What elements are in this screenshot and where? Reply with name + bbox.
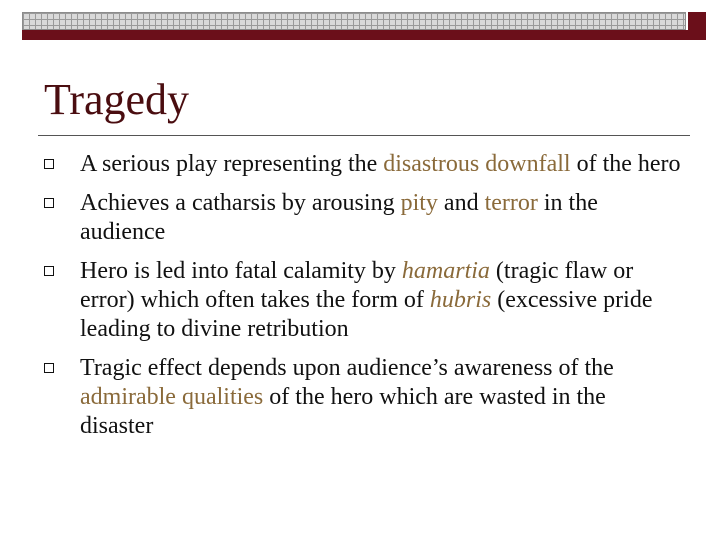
header-decoration bbox=[22, 12, 706, 40]
square-bullet-icon bbox=[44, 159, 54, 169]
bullet-text: Achieves a catharsis by arousing bbox=[80, 190, 401, 216]
header-accent-bar bbox=[22, 30, 706, 40]
slide-title: Tragedy bbox=[44, 75, 190, 124]
bullet-emphasis: hubris bbox=[429, 287, 492, 313]
bullet-text: A serious play representing the bbox=[80, 151, 384, 177]
bullet-emphasis: admirable qualities bbox=[80, 384, 264, 410]
bullet-text: (excessive pride leading to divine retribution bbox=[80, 287, 653, 342]
bullet-text: and bbox=[437, 190, 485, 216]
bullet-item bbox=[44, 189, 684, 247]
bullet-list bbox=[44, 150, 684, 451]
bullet-text: Hero is led into fatal calamity by bbox=[80, 258, 402, 284]
bullet-emphasis: pity bbox=[400, 190, 438, 216]
square-bullet-icon bbox=[44, 363, 54, 373]
bullet-emphasis: terror bbox=[484, 190, 538, 216]
bullet-emphasis: disastrous downfall bbox=[383, 151, 571, 177]
bullet-emphasis: hamartia bbox=[401, 258, 490, 284]
square-bullet-icon bbox=[44, 198, 54, 208]
bullet-text: in the audience bbox=[80, 190, 598, 245]
bullet-item bbox=[44, 150, 684, 179]
title-divider bbox=[38, 135, 690, 136]
bullet-text: of the hero which are wasted in the disaster bbox=[80, 384, 606, 439]
bullet-item bbox=[44, 257, 684, 344]
bullet-text: Tragic effect depends upon audience’s awareness of the bbox=[80, 355, 614, 381]
square-bullet-icon bbox=[44, 266, 54, 276]
header-accent-square bbox=[688, 12, 706, 30]
bullet-text: of the hero bbox=[570, 151, 681, 177]
bullet-text: (tragic flaw or error) which often takes the form of bbox=[80, 258, 634, 313]
bullet-item bbox=[44, 354, 684, 441]
header-grid-pattern bbox=[22, 12, 686, 30]
